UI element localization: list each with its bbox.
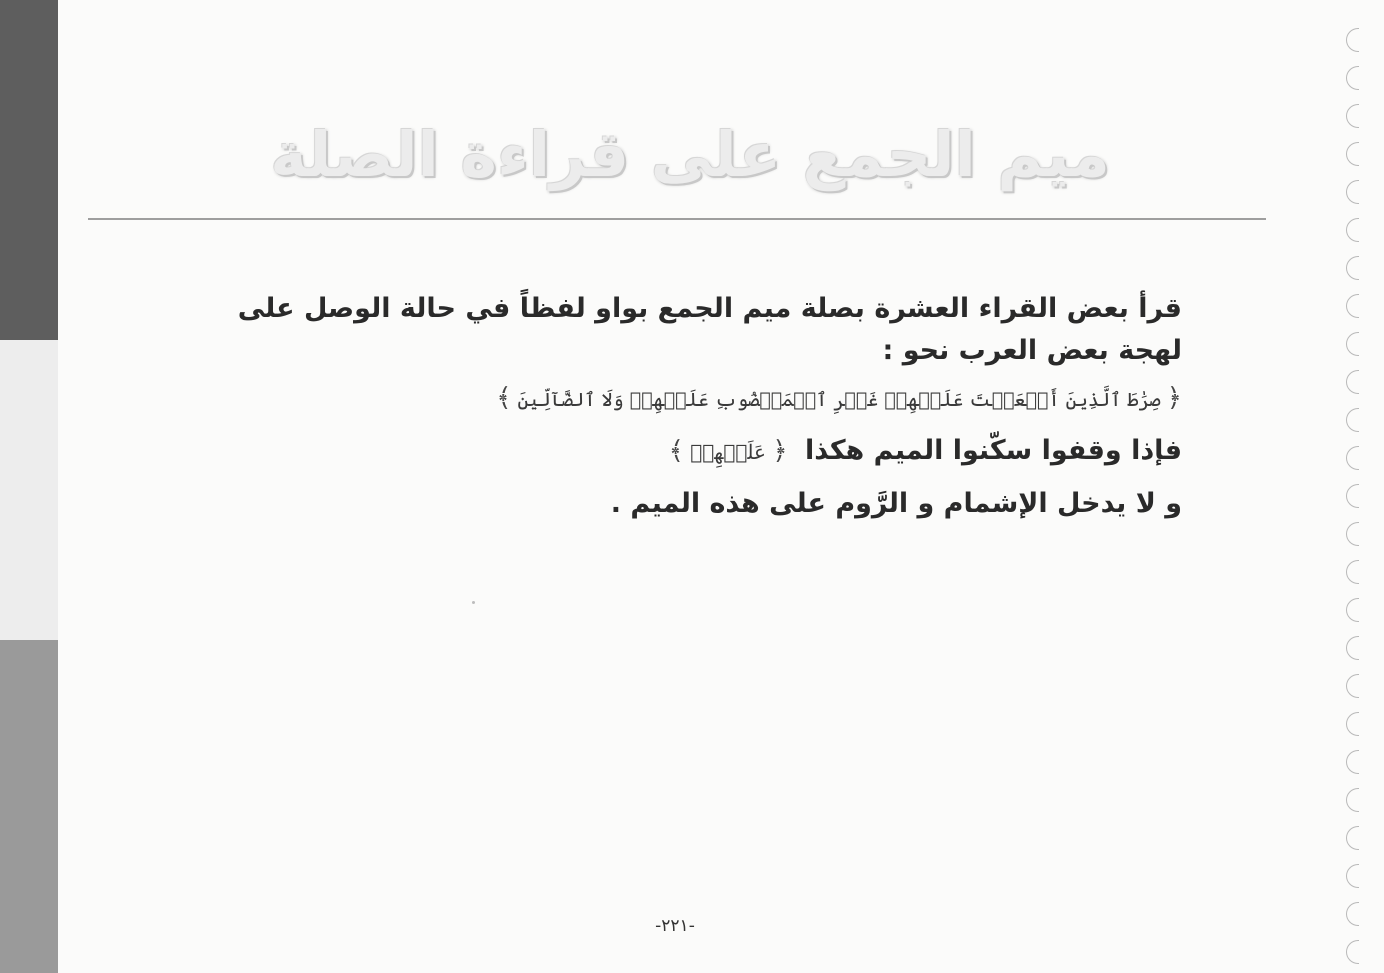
quote-open-bracket: ﴿ [772, 436, 788, 466]
spiral-ring [1346, 940, 1359, 964]
spiral-ring [1346, 332, 1359, 356]
verse-text: صِرَٰطَ ٱلَّذِينَ أَنۡعَمۡتَ عَلَيۡهِمۡ غَيۡرِ ٱلۡمَغۡضُوبِ عَلَيۡهِمۡ وَلَا ٱلضَّآلِّينَ [517, 389, 1161, 411]
spiral-ring [1346, 446, 1359, 470]
content-body [220, 288, 1182, 533]
spiral-ring [1346, 104, 1359, 128]
spiral-ring [1346, 408, 1359, 432]
side-band-light [0, 340, 58, 640]
spiral-ring [1346, 256, 1359, 280]
stop-line-quote [668, 436, 788, 466]
spiral-ring [1346, 902, 1359, 926]
spiral-ring [1346, 750, 1359, 774]
spiral-ring [1346, 142, 1359, 166]
spiral-ring [1346, 864, 1359, 888]
side-band-mid [0, 640, 58, 973]
spiral-ring [1346, 180, 1359, 204]
quote-close-bracket: ﴾ [668, 436, 684, 466]
spiral-binding [1346, 28, 1370, 968]
quote-word: عَلَيۡهِمۡ [690, 440, 766, 464]
spiral-ring [1346, 522, 1359, 546]
final-line: و لا يدخل الإشمام و الرَّوم على هذه الميم . [610, 488, 1182, 519]
spiral-ring [1346, 560, 1359, 584]
page-number: -٢٢١- [655, 916, 695, 936]
spiral-ring [1346, 294, 1359, 318]
spiral-ring [1346, 218, 1359, 242]
spiral-ring [1346, 636, 1359, 660]
spiral-ring [1346, 28, 1359, 52]
verse-open-bracket: ﴿ [1166, 383, 1182, 413]
quran-verse [220, 380, 1182, 418]
intro-paragraph: قرأ بعض القراء العشرة بصلة ميم الجمع بواو لفظاً في حالة الوصل على لهجة بعض العرب نحو : [237, 293, 1182, 366]
title-divider [88, 218, 1266, 220]
spiral-ring [1346, 66, 1359, 90]
spiral-ring [1346, 484, 1359, 508]
spiral-ring [1346, 712, 1359, 736]
page-title: ميم الجمع على قراءة الصلة [270, 118, 1110, 191]
spiral-ring [1346, 370, 1359, 394]
spiral-ring [1346, 674, 1359, 698]
verse-close-bracket: ﴾ [496, 383, 512, 413]
spiral-ring [1346, 788, 1359, 812]
side-band-dark [0, 0, 58, 340]
spiral-ring [1346, 598, 1359, 622]
stop-line [220, 428, 1182, 475]
spiral-ring [1346, 826, 1359, 850]
stop-line-text: فإذا وقفوا سكّنوا الميم هكذا [804, 435, 1182, 466]
paper-speck [472, 601, 475, 604]
